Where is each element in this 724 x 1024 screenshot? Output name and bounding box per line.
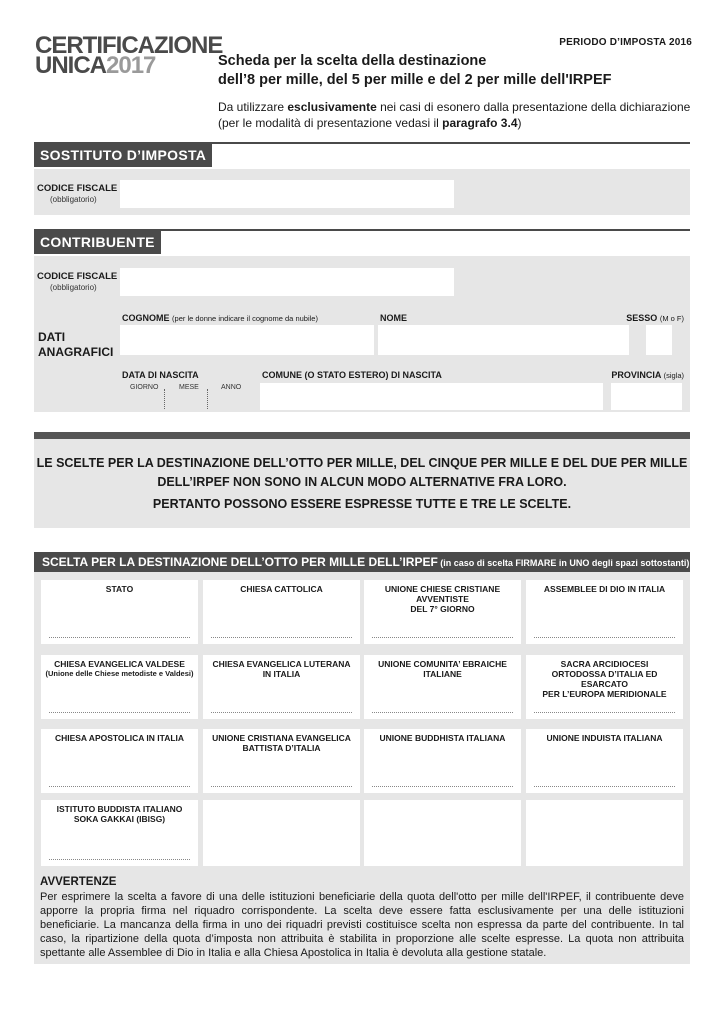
signature-box-label-line: UNIONE CHIESE CRISTIANE AVVENTISTE [384, 584, 501, 604]
contribuente-codice-fiscale-field[interactable] [120, 268, 454, 296]
signature-box-label-line: UNIONE COMUNITA’ EBRAICHE [378, 659, 507, 669]
contribuente-cf-note: (obbligatorio) [50, 283, 97, 292]
sostituto-cf-label: CODICE FISCALE [37, 183, 118, 194]
signature-box[interactable] [526, 655, 683, 719]
scelta-note: (in caso di scelta FIRMARE in UNO degli spazi sottostanti) [437, 558, 690, 568]
signature-box[interactable] [526, 800, 683, 866]
signature-box-label [526, 729, 683, 743]
signature-line [211, 712, 352, 713]
notice-box [34, 432, 690, 528]
contribuente-heading: CONTRIBUENTE [34, 231, 161, 254]
period-label: PERIODO D’IMPOSTA 2016 [559, 37, 692, 48]
signature-line [534, 712, 675, 713]
signature-line [49, 712, 190, 713]
scelta-section-header [34, 552, 690, 572]
sostituto-heading: SOSTITUTO D’IMPOSTA [34, 144, 212, 167]
anno-label: ANNO [221, 384, 242, 391]
sesso-field[interactable] [646, 325, 672, 355]
signature-box-label [41, 655, 198, 679]
signature-box-label-line: ORTODOSSA D’ITALIA ED ESARCATO [551, 669, 658, 689]
signature-box-label-line: CHIESA APOSTOLICA IN ITALIA [54, 733, 185, 743]
signature-box[interactable] [203, 580, 360, 644]
avvertenze-body: Per esprimere la scelta a favore di una delle istituzioni beneficiarie della quota dell'otto per mille dell'IRPEF, il contribuente deve apporre la propria firma nel riquadro corrispondente. La scelta deve essere fatta esclusivamente per una delle istituzioni beneficiarie. La mancanza della firma in uno dei riquadri previsti costituisce scelta non espressa da parte del contribuente. In tal caso, la ripartizione della quota d’imposta non attribuita è stabilita in proporzione alle scelte espresse. La quota non attribuita spettante alle Assemblee di Dio in Italia e alla Chiesa Apostolica in Italia è devoluta alla gestione statale. [40, 891, 684, 959]
subtitle-c: nei casi di esonero dalla presentazione della dichiarazione [376, 100, 691, 114]
page-subtitle [218, 99, 698, 131]
data-nascita-field[interactable] [122, 384, 252, 410]
signature-box-label [203, 580, 360, 594]
signature-box-label-line: UNIONE BUDDHISTA ITALIANA [379, 733, 506, 743]
signature-box-label-line: IN ITALIA [262, 669, 301, 679]
sostituto-codice-fiscale-field[interactable] [120, 180, 454, 208]
signature-box[interactable] [203, 729, 360, 793]
giorno-label: GIORNO [130, 384, 159, 391]
title-line2: dell’8 per mille, del 5 per mille e del 2 per mille dell'IRPEF [218, 72, 612, 88]
subtitle-b: esclusivamente [287, 100, 377, 114]
subtitle-f: ) [517, 116, 522, 130]
sesso-label [626, 313, 684, 323]
signature-box[interactable] [41, 800, 198, 866]
signature-box-label-line: UNIONE INDUISTA ITALIANA [546, 733, 663, 743]
signature-box-label-line: CHIESA CATTOLICA [240, 584, 323, 594]
sesso-note: (M o F) [659, 314, 684, 323]
signature-line [49, 637, 190, 638]
signature-line [211, 637, 352, 638]
signature-box[interactable] [41, 655, 198, 719]
signature-box-label-line: ASSEMBLEE DI DIO IN ITALIA [543, 584, 666, 594]
signature-box-label-line: CHIESA EVANGELICA LUTERANA [212, 659, 351, 669]
notice-line1: LE SCELTE PER LA DESTINAZIONE DELL’OTTO PER MILLE, DEL CINQUE PER MILLE E DEL DUE PER MILLE [36, 456, 688, 470]
signature-box-label-line: BATTISTA D’ITALIA [242, 743, 321, 753]
signature-box-label-line: STATO [105, 584, 134, 594]
sesso-label-text: SESSO [626, 313, 658, 323]
avvertenze-title: AVVERTENZE [40, 876, 117, 888]
signature-box[interactable] [203, 800, 360, 866]
signature-box-label-line: ISTITUTO BUDDISTA ITALIANO [56, 804, 183, 814]
cognome-label [122, 313, 318, 323]
nome-label: NOME [380, 313, 407, 323]
signature-line [372, 786, 513, 787]
cognome-note: (per le donne indicare il cognome da nubile) [172, 314, 318, 323]
scelta-grid [34, 572, 690, 872]
signature-box[interactable] [203, 655, 360, 719]
cognome-label-text: COGNOME [122, 313, 170, 323]
comune-nascita-field[interactable] [260, 383, 603, 410]
signature-box[interactable] [526, 729, 683, 793]
avvertenze-box [34, 872, 690, 964]
signature-box[interactable] [41, 729, 198, 793]
signature-box[interactable] [364, 729, 521, 793]
signature-box-label-line: ITALIANE [423, 669, 462, 679]
signature-box[interactable] [364, 580, 521, 644]
provincia-label-text: PROVINCIA [611, 370, 662, 380]
signature-box[interactable] [41, 580, 198, 644]
subtitle-d: (per le modalità di presentazione vedasi il [218, 116, 443, 130]
signature-box-label-line: (Unione delle Chiese metodiste e Valdesi) [45, 669, 194, 678]
signature-box-label [203, 800, 360, 804]
signature-box-label-line: SACRA ARCIDIOCESI [560, 659, 649, 669]
cognome-field[interactable] [120, 325, 374, 355]
contribuente-cf-label: CODICE FISCALE [37, 271, 118, 282]
dati-anagrafici-label [38, 330, 113, 360]
signature-box-label [41, 580, 198, 594]
contribuente-panel [34, 256, 690, 412]
signature-box-label [526, 580, 683, 594]
signature-box-label [526, 655, 683, 699]
data-nascita-label: DATA DI NASCITA [122, 370, 199, 380]
signature-box[interactable] [364, 655, 521, 719]
logo-year: 2017 [106, 52, 156, 79]
signature-line [372, 712, 513, 713]
signature-box-label [203, 655, 360, 679]
signature-box-label-line: SOKA GAKKAI (IBISG) [73, 814, 166, 824]
nome-field[interactable] [378, 325, 629, 355]
signature-line [534, 637, 675, 638]
comune-nascita-label: COMUNE (O STATO ESTERO) DI NASCITA [262, 370, 442, 380]
signature-box-label [364, 729, 521, 743]
signature-box-label-line: DEL 7° GIORNO [410, 604, 475, 614]
logo-line2: UNICA [35, 52, 106, 79]
provincia-field[interactable] [611, 383, 682, 410]
provincia-note: (sigla) [663, 371, 684, 380]
scelta-heading: SCELTA PER LA DESTINAZIONE DELL’OTTO PER MILLE DELL’IRPEF [42, 555, 438, 569]
signature-box-label [203, 729, 360, 753]
page-title [218, 52, 698, 90]
sostituto-panel [34, 169, 690, 215]
dati-label-2: ANAGRAFICI [38, 345, 114, 359]
signature-line [49, 786, 190, 787]
signature-line [534, 786, 675, 787]
provincia-label [611, 370, 684, 380]
title-line1: Scheda per la scelta della destinazione [218, 53, 487, 69]
signature-line [211, 786, 352, 787]
signature-box-label [364, 655, 521, 679]
subtitle-a: Da utilizzare [218, 100, 288, 114]
signature-box-label [41, 800, 198, 824]
contribuente-section-header [34, 229, 690, 254]
signature-box-label [364, 800, 521, 804]
signature-box-label-line: PER L’EUROPA MERIDIONALE [542, 689, 667, 699]
signature-box-label [41, 729, 198, 743]
signature-box-label-line: CHIESA EVANGELICA VALDESE [54, 659, 185, 669]
signature-box-label [526, 800, 683, 804]
sostituto-section-header [34, 142, 690, 167]
signature-box[interactable] [526, 580, 683, 644]
dati-label-1: DATI [38, 330, 66, 344]
signature-box[interactable] [364, 800, 521, 866]
signature-box-label [364, 580, 521, 614]
sostituto-cf-note: (obbligatorio) [50, 195, 97, 204]
signature-box-label-line: UNIONE CRISTIANA EVANGELICA [212, 733, 351, 743]
signature-line [372, 637, 513, 638]
subtitle-e: paragrafo 3.4 [442, 116, 518, 130]
signature-line [49, 859, 190, 860]
mese-label: MESE [179, 384, 199, 391]
logo [35, 32, 223, 79]
notice-line2: DELL’IRPEF NON SONO IN ALCUN MODO ALTERNATIVE FRA LORO. [157, 475, 567, 489]
notice-line3: PERTANTO POSSONO ESSERE ESPRESSE TUTTE E TRE LE SCELTE. [152, 497, 572, 511]
logo-line1: CERTIFICAZIONE [35, 32, 223, 59]
